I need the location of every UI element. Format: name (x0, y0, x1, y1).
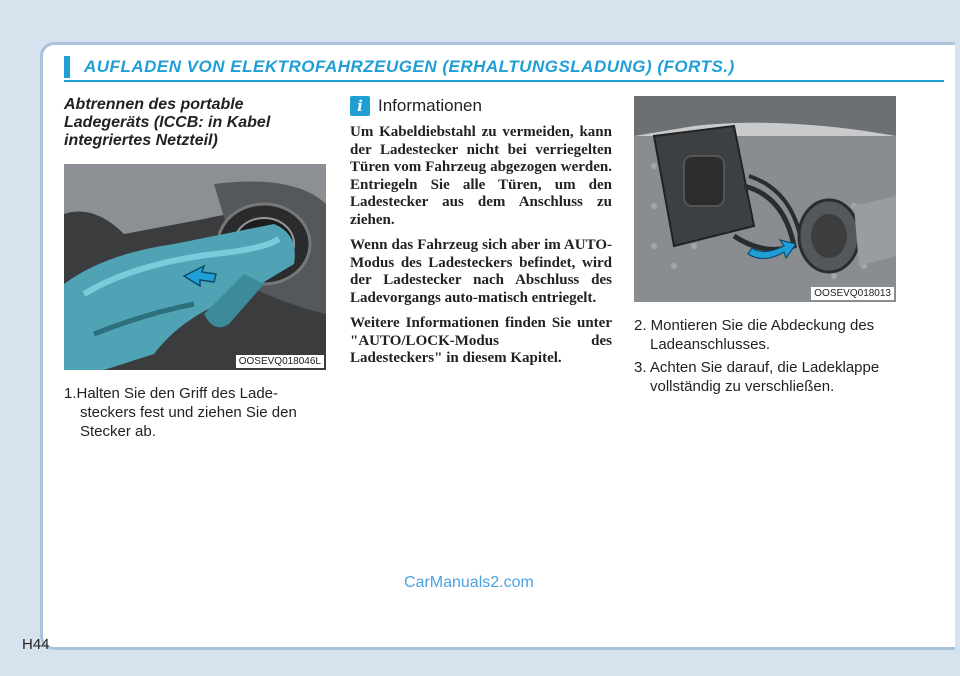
charge-port-illustration (634, 96, 896, 302)
figure-code: OOSEVQ018046L (236, 355, 324, 368)
step-2: 2. Montieren Sie die Abdeckung des Ladeanschlusses. (634, 317, 875, 353)
middle-column (350, 96, 612, 376)
step-3: 3. Achten Sie darauf, die Ladeklappe vollständig zu verschließen. (634, 359, 880, 395)
figure-code: OOSEVQ018013 (811, 287, 894, 300)
info-paragraph-2: Wenn das Fahrzeug sich aber im AUTO-Modus des Ladesteckers befindet, wird der Ladestecker nach Abschluss des Ladevorgangs auto-matisch entriegelt. (350, 237, 612, 306)
info-title: Informationen (378, 96, 482, 115)
info-paragraph-3: Weitere Informationen finden Sie unter "AUTO/LOCK-Modus des Ladesteckers" in diesem Kapitel. (350, 315, 612, 366)
section-header (64, 56, 944, 82)
info-paragraph-1: Um Kabeldiebstahl zu vermeiden, kann der Ladestecker nicht bei verriegelten Türen vom Fahrzeug abgezogen werden. Entriegeln Sie alle Türen, um den Ladestecker aus dem Anschluss zu ziehen. (350, 124, 612, 228)
section-title: AUFLADEN VON ELEKTROFAHRZEUGEN (ERHALTUNGSLADUNG) (FORTS.) (84, 57, 735, 76)
subheading: Abtrennen des portable Ladegeräts (ICCB: in Kabel integriertes Netzteil) (64, 96, 271, 149)
info-header (350, 96, 612, 116)
title-accent-bar (64, 56, 70, 78)
page-number: H44 (22, 636, 50, 653)
plug-illustration (64, 164, 326, 370)
watermark[interactable]: CarManuals2.com (404, 574, 534, 591)
figure-charge-port-cover (634, 96, 896, 302)
right-column (634, 96, 896, 396)
left-column (64, 96, 326, 441)
figure-plug-disconnect (64, 164, 326, 370)
info-icon: i (350, 96, 370, 116)
step-1: 1.Halten Sie den Griff des Lade-steckers fest und ziehen Sie den Stecker ab. (64, 385, 297, 440)
title-underline (64, 80, 944, 82)
